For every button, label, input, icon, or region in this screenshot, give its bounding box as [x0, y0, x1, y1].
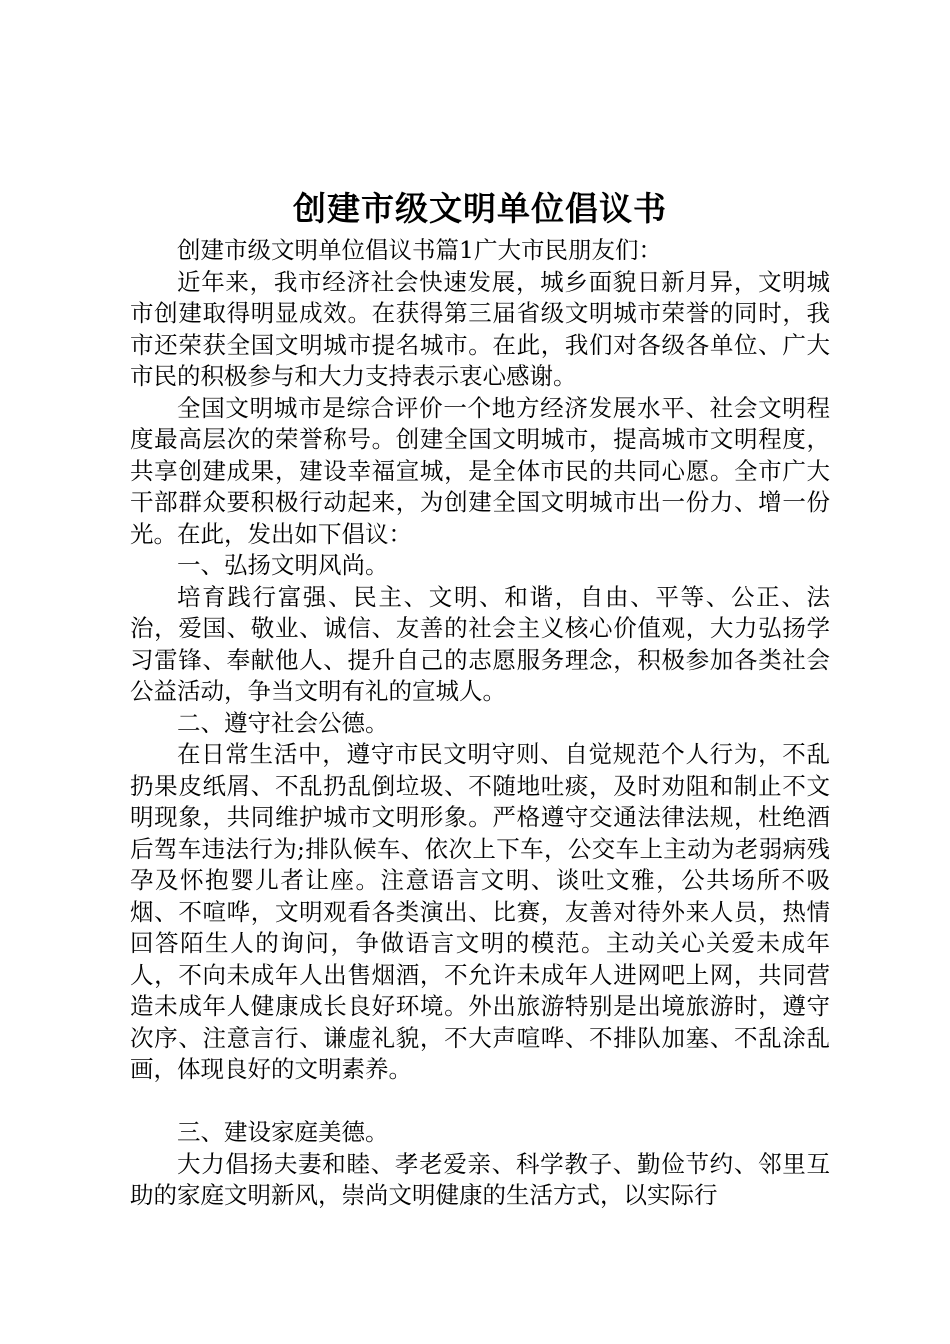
section-heading: 三、建设家庭美德。 — [177, 1118, 389, 1146]
document-page — [130, 183, 830, 1212]
paragraph: 全国文明城市是综合评价一个地方经济发展水平、社会文明程度最高层次的荣誉称号。创建全国文明城市，提高城市文明程度，共享创建成果，建设幸福宣城，是全体市民的共同心愿。全市广大干部群众要积极行动起来，为创建全国文明城市出一份力、增一份光。在此，发出如下倡议： — [130, 393, 830, 548]
paragraph: 大力倡扬夫妻和睦、孝老爱亲、科学教子、勤俭节约、邻里互助的家庭文明新风，崇尚文明健康的生活方式，以实际行 — [130, 1149, 830, 1209]
paragraph: 近年来，我市经济社会快速发展，城乡面貌日新月异，文明城市创建取得明显成效。在获得第三届省级文明城市荣誉的同时，我市还荣获全国文明城市提名城市。在此，我们对各级各单位、广大市民的积极参与和大力支持表示衷心感谢。 — [130, 267, 830, 390]
document-title: 创建市级文明单位倡议书 — [293, 189, 667, 228]
paragraph: 在日常生活中，遵守市民文明守则、自觉规范个人行为，不乱扔果皮纸屑、不乱扔乱倒垃圾、不随地吐痰，及时劝阻和制止不文明现象，共同维护城市文明形象。严格遵守交通法律法规，杜绝酒后驾车违法行为;排队候车、依次上下车，公交车上主动为老弱病残孕及怀抱婴儿者让座。注意语言文明、谈吐文雅，公共场所不吸烟、不喧哗，文明观看各类演出、比赛，友善对待外来人员，热情回答陌生人的询问，争做语言文明的模范。主动关心关爱未成年人，不向未成年人出售烟酒，不允许未成年人进网吧上网，共同营造未成年人健康成长良好环境。外出旅游特别是出境旅游时，遵守次序、注意言行、谦虚礼貌，不大声喧哗、不排队加塞、不乱涂乱画，体现良好的文明素养。 — [130, 740, 830, 1083]
document-body — [130, 235, 830, 1212]
paragraph-salutation: 创建市级文明单位倡议书篇1广大市民朋友们： — [177, 236, 662, 264]
section-heading: 一、弘扬文明风尚。 — [177, 551, 389, 579]
paragraph: 培育践行富强、民主、文明、和谐，自由、平等、公正、法治，爱国、敬业、诚信、友善的社会主义核心价值观，大力弘扬学习雷锋、奉献他人、提升自己的志愿服务理念，积极参加各类社会公益活动，争当文明有礼的宣城人。 — [130, 582, 830, 705]
section-heading: 二、遵守社会公德。 — [177, 708, 389, 737]
